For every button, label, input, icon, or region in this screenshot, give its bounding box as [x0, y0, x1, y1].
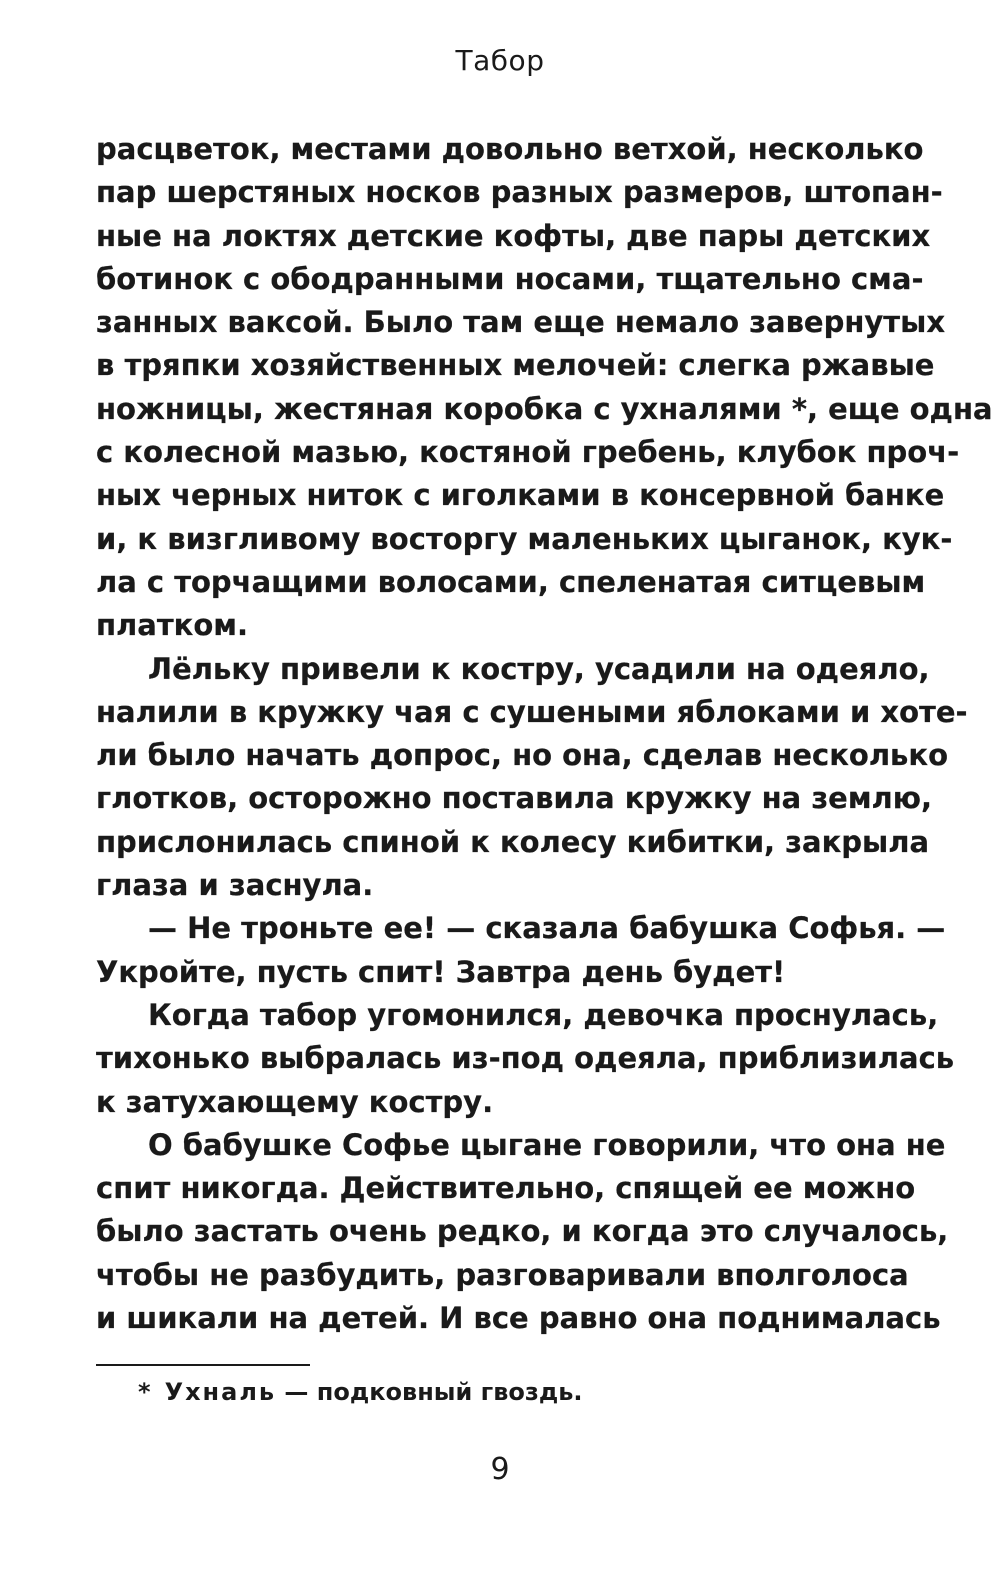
- footnote-mark: *: [138, 1378, 151, 1406]
- text-line: Когда табор угомонился, девочка проснулась,: [148, 997, 939, 1032]
- text-line: налили в кружку чая с сушеными яблоками и хоте-: [96, 694, 968, 729]
- footnote-definition: — подковный гвоздь.: [276, 1378, 583, 1406]
- text-line: к затухающему костру.: [96, 1084, 494, 1119]
- footnote-divider: [96, 1364, 310, 1366]
- text-line: занных ваксой. Было там еще немало завернутых: [96, 305, 946, 340]
- footnote: [138, 1378, 583, 1406]
- text-line: ботинок с ободранными носами, тщательно сма-: [96, 261, 924, 296]
- body-text: [96, 128, 993, 1340]
- text-line: глаза и заснула.: [96, 868, 374, 903]
- page-number: 9: [490, 1452, 510, 1487]
- text-line: и, к визгливому восторгу маленьких цыганок, кук-: [96, 521, 953, 556]
- text-line: тихонько выбралась из-под одеяла, приблизилась: [96, 1041, 955, 1076]
- text-line: платком.: [96, 608, 248, 643]
- text-line: в тряпки хозяйственных мелочей: слегка ржавые: [96, 348, 935, 383]
- text-line: — Не троньте ее! — сказала бабушка Софья. —: [148, 911, 946, 946]
- text-line: Укройте, пусть спит! Завтра день будет!: [96, 954, 786, 989]
- text-line: чтобы не разбудить, разговаривали вполголоса: [96, 1257, 909, 1292]
- text-line: и шикали на детей. И все равно она поднималась: [96, 1301, 941, 1336]
- footnote-term: Ухналь: [164, 1378, 277, 1406]
- text-line: пар шерстяных носков разных размеров, штопан-: [96, 175, 943, 210]
- text-line: О бабушке Софье цыгане говорили, что она не: [148, 1127, 946, 1162]
- text-line: ные на локтях детские кофты, две пары детских: [96, 218, 931, 253]
- text-line: прислонилась спиной к колесу кибитки, закрыла: [96, 824, 930, 859]
- text-line: расцветок, местами довольно ветхой, несколько: [96, 132, 924, 166]
- text-line: ножницы, жестяная коробка с ухналями *, еще одна: [96, 391, 993, 426]
- text-line: ла с торчащими волосами, спеленатая ситцевым: [96, 564, 926, 599]
- text-line: ных черных ниток с иголками в консервной банке: [96, 478, 945, 513]
- text-line: ли было начать допрос, но она, сделав несколько: [96, 738, 949, 773]
- text-line: спит никогда. Действительно, спящей ее можно: [96, 1171, 916, 1206]
- text-line: было застать очень редко, и когда это случалось,: [96, 1214, 949, 1249]
- running-head-title: Табор: [455, 44, 545, 77]
- text-line: глотков, осторожно поставила кружку на землю,: [96, 781, 933, 816]
- text-line: с колесной мазью, костяной гребень, клубок проч-: [96, 435, 960, 470]
- text-line: Лёльку привели к костру, усадили на одеяло,: [148, 651, 930, 686]
